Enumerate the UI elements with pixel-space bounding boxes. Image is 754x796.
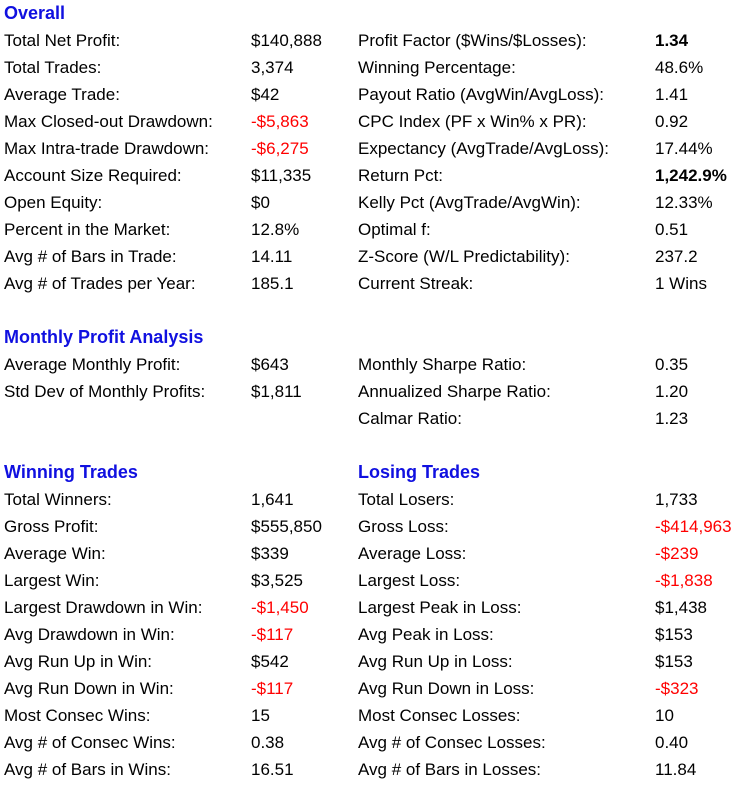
- monthly-left-value: $643: [251, 355, 289, 374]
- losing-value: $1,438: [655, 598, 707, 617]
- losing-value: 10: [655, 706, 674, 725]
- losing-label: Avg Peak in Loss:: [358, 625, 494, 644]
- losing-label: Gross Loss:: [358, 517, 449, 536]
- losing-label: Most Consec Losses:: [358, 706, 521, 725]
- overall-left-label: Open Equity:: [4, 193, 103, 212]
- losing-value: $153: [655, 652, 693, 671]
- winning-value: 16.51: [251, 760, 294, 779]
- losing-label: Avg Run Down in Loss:: [358, 679, 535, 698]
- overall-right-label: Return Pct:: [358, 166, 444, 185]
- overall-right-label: Z-Score (W/L Predictability):: [358, 247, 570, 266]
- overall-left-label: Max Closed-out Drawdown:: [4, 112, 213, 131]
- winning-value: 15: [251, 706, 270, 725]
- overall-left-value: $42: [251, 85, 280, 104]
- winning-label: Avg # of Consec Wins:: [4, 733, 176, 752]
- losing-value: 1,733: [655, 490, 698, 509]
- overall-right-label: CPC Index (PF x Win% x PR):: [358, 112, 587, 131]
- winning-label: Total Winners:: [4, 490, 112, 509]
- losing-label: Avg # of Bars in Losses:: [358, 760, 542, 779]
- monthly-right-value: 1.23: [655, 409, 689, 428]
- losing-value: -$414,963: [655, 517, 732, 536]
- losing-label: Average Loss:: [358, 544, 467, 563]
- overall-left-value: $11,335: [251, 166, 312, 185]
- winning-value: -$117: [251, 625, 294, 644]
- monthly-right-value: 0.35: [655, 355, 689, 374]
- overall-right-label: Current Streak:: [358, 274, 474, 293]
- monthly-left-value: $1,811: [251, 382, 302, 401]
- monthly-left-label: Std Dev of Monthly Profits:: [4, 382, 206, 401]
- overall-right-label: Kelly Pct (AvgTrade/AvgWin):: [358, 193, 581, 212]
- winning-label: Average Win:: [4, 544, 106, 563]
- overall-right-label: Payout Ratio (AvgWin/AvgLoss):: [358, 85, 604, 104]
- winning-value: 1,641: [251, 490, 294, 509]
- winning-value: -$117: [251, 679, 294, 698]
- losing-label: Total Losers:: [358, 490, 455, 509]
- overall-left-label: Account Size Required:: [4, 166, 182, 185]
- monthly-right-label: Calmar Ratio:: [358, 409, 462, 428]
- overall-left-label: Max Intra-trade Drawdown:: [4, 139, 210, 158]
- overall-left-label: Percent in the Market:: [4, 220, 171, 239]
- overall-right-value: 12.33%: [655, 193, 713, 212]
- overall-left-value: $140,888: [251, 31, 322, 50]
- overall-left-value: 14.11: [251, 247, 293, 266]
- overall-left-value: -$5,863: [251, 112, 309, 131]
- winning-label: Avg Run Down in Win:: [4, 679, 174, 698]
- losing-value: 11.84: [655, 760, 697, 779]
- overall-right-label: Optimal f:: [358, 220, 431, 239]
- losing-label: Avg # of Consec Losses:: [358, 733, 546, 752]
- losing-label: Avg Run Up in Loss:: [358, 652, 513, 671]
- overall-left-value: -$6,275: [251, 139, 309, 158]
- monthly-right-label: Monthly Sharpe Ratio:: [358, 355, 527, 374]
- overall-right-value: 1.34: [655, 31, 689, 50]
- overall-right-value: 0.92: [655, 112, 689, 131]
- overall-left-value: $0: [251, 193, 270, 212]
- winning-value: $555,850: [251, 517, 322, 536]
- winning-label: Largest Drawdown in Win:: [4, 598, 203, 617]
- winning-value: $542: [251, 652, 289, 671]
- winning-value: $3,525: [251, 571, 303, 590]
- winning-value: -$1,450: [251, 598, 309, 617]
- overall-heading: Overall: [4, 3, 66, 23]
- winning-label: Avg Drawdown in Win:: [4, 625, 175, 644]
- winning-heading: Winning Trades: [4, 462, 138, 482]
- overall-right-label: Winning Percentage:: [358, 58, 516, 77]
- losing-value: 0.40: [655, 733, 689, 752]
- losing-label: Largest Loss:: [358, 571, 461, 590]
- overall-left-value: 12.8%: [251, 220, 300, 239]
- losing-value: -$239: [655, 544, 699, 563]
- overall-left-label: Avg # of Trades per Year:: [4, 274, 196, 293]
- overall-right-value: 17.44%: [655, 139, 713, 158]
- overall-right-value: 1.41: [655, 85, 689, 104]
- overall-right-value: 237.2: [655, 247, 698, 266]
- monthly-left-label: Average Monthly Profit:: [4, 355, 181, 374]
- overall-right-value: 1 Wins: [655, 274, 707, 293]
- winning-value: 0.38: [251, 733, 285, 752]
- losing-heading: Losing Trades: [358, 462, 481, 482]
- overall-left-label: Average Trade:: [4, 85, 120, 104]
- overall-left-value: 185.1: [251, 274, 294, 293]
- losing-value: $153: [655, 625, 693, 644]
- overall-left-value: 3,374: [251, 58, 294, 77]
- winning-value: $339: [251, 544, 289, 563]
- winning-label: Avg Run Up in Win:: [4, 652, 153, 671]
- overall-left-label: Avg # of Bars in Trade:: [4, 247, 177, 266]
- winning-label: Most Consec Wins:: [4, 706, 151, 725]
- monthly-heading: Monthly Profit Analysis: [4, 327, 204, 347]
- overall-right-label: Expectancy (AvgTrade/AvgLoss):: [358, 139, 610, 158]
- overall-left-label: Total Trades:: [4, 58, 102, 77]
- losing-value: -$1,838: [655, 571, 713, 590]
- overall-left-label: Total Net Profit:: [4, 31, 121, 50]
- overall-right-label: Profit Factor ($Wins/$Losses):: [358, 31, 587, 50]
- overall-right-value: 48.6%: [655, 58, 704, 77]
- losing-value: -$323: [655, 679, 699, 698]
- overall-right-value: 1,242.9%: [655, 166, 727, 185]
- monthly-right-label: Annualized Sharpe Ratio:: [358, 382, 551, 401]
- winning-label: Avg # of Bars in Wins:: [4, 760, 171, 779]
- overall-right-value: 0.51: [655, 220, 689, 239]
- monthly-right-value: 1.20: [655, 382, 689, 401]
- losing-label: Largest Peak in Loss:: [358, 598, 522, 617]
- winning-label: Gross Profit:: [4, 517, 99, 536]
- winning-label: Largest Win:: [4, 571, 100, 590]
